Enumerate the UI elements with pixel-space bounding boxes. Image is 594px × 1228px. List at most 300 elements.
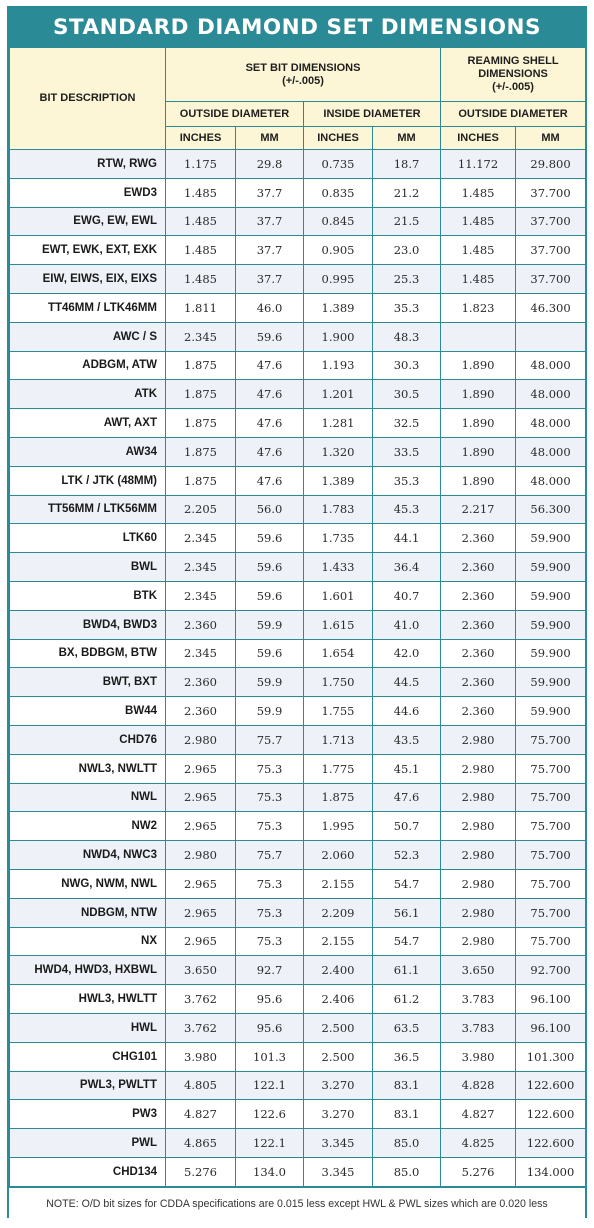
reaming-mm-cell: 75.700	[516, 869, 586, 898]
table-row	[10, 841, 586, 870]
id-mm-cell: 35.3	[373, 293, 441, 322]
od-inches-cell: 2.345	[166, 553, 236, 582]
bit-description-cell: BTK	[10, 581, 166, 610]
id-mm-cell: 45.1	[373, 754, 441, 783]
footnote: NOTE: O/D bit sizes for CDDA specifications are 0.015 less except HWL & PWL sizes which are 0.020 less	[9, 1187, 585, 1220]
id-inches-cell: 2.209	[304, 898, 373, 927]
reaming-mm-cell: 75.700	[516, 783, 586, 812]
id-mm-cell: 21.2	[373, 178, 441, 207]
table-row	[10, 293, 586, 322]
id-inches-cell: 0.905	[304, 236, 373, 265]
bit-description-cell: CHD134	[10, 1157, 166, 1186]
reaming-inches-cell: 1.485	[441, 265, 516, 294]
od-mm-cell: 37.7	[236, 236, 304, 265]
bit-description-cell: NWD4, NWC3	[10, 841, 166, 870]
id-mm-cell: 32.5	[373, 409, 441, 438]
od-mm-cell: 75.3	[236, 927, 304, 956]
id-inches-cell: 2.500	[304, 1042, 373, 1071]
reaming-inches-cell: 2.360	[441, 553, 516, 582]
od-mm-cell: 37.7	[236, 207, 304, 236]
table-row	[10, 927, 586, 956]
id-inches-cell: 0.845	[304, 207, 373, 236]
id-inches-cell: 1.750	[304, 668, 373, 697]
od-inches-cell: 2.345	[166, 524, 236, 553]
bit-description-cell: CHD76	[10, 725, 166, 754]
id-inches-header: INCHES	[304, 127, 373, 150]
id-inches-cell: 1.389	[304, 466, 373, 495]
table-row	[10, 639, 586, 668]
id-inches-cell: 3.345	[304, 1129, 373, 1158]
table-row	[10, 322, 586, 351]
od-mm-cell: 75.3	[236, 898, 304, 927]
bit-description-cell: NWL	[10, 783, 166, 812]
id-inches-cell: 0.835	[304, 178, 373, 207]
od-mm-cell: 122.1	[236, 1071, 304, 1100]
set-bit-header-line1: SET BIT DIMENSIONS	[245, 61, 361, 74]
reaming-mm-cell: 75.700	[516, 812, 586, 841]
table-row	[10, 1129, 586, 1158]
reaming-mm-cell: 59.900	[516, 553, 586, 582]
od-inches-cell: 1.875	[166, 466, 236, 495]
od-inches-cell: 4.827	[166, 1100, 236, 1129]
od-inches-cell: 2.345	[166, 322, 236, 351]
id-inches-cell: 1.900	[304, 322, 373, 351]
od-inches-cell: 1.875	[166, 409, 236, 438]
bit-description-cell: AWT, AXT	[10, 409, 166, 438]
reaming-inches-cell: 2.980	[441, 869, 516, 898]
bit-description-cell: NW2	[10, 812, 166, 841]
od-inches-cell: 2.360	[166, 697, 236, 726]
od-inches-cell: 4.865	[166, 1129, 236, 1158]
id-mm-cell: 50.7	[373, 812, 441, 841]
table-row	[10, 236, 586, 265]
bit-description-cell: EWG, EW, EWL	[10, 207, 166, 236]
id-inches-cell: 1.281	[304, 409, 373, 438]
id-inches-cell: 1.783	[304, 495, 373, 524]
od-inches-cell: 5.276	[166, 1157, 236, 1186]
od-inches-cell: 1.811	[166, 293, 236, 322]
bit-description-cell: CHG101	[10, 1042, 166, 1071]
reaming-inches-cell: 1.890	[441, 380, 516, 409]
id-mm-cell: 43.5	[373, 725, 441, 754]
id-inches-cell: 1.995	[304, 812, 373, 841]
od-mm-cell: 122.1	[236, 1129, 304, 1158]
bit-description-cell: NWL3, NWLTT	[10, 754, 166, 783]
reaming-inches-cell: 2.980	[441, 927, 516, 956]
id-mm-cell: 83.1	[373, 1071, 441, 1100]
bit-description-cell: PWL	[10, 1129, 166, 1158]
od-inches-cell: 2.345	[166, 639, 236, 668]
id-mm-header: MM	[373, 127, 441, 150]
id-inches-cell: 2.400	[304, 956, 373, 985]
reaming-mm-cell: 122.600	[516, 1129, 586, 1158]
reaming-mm-cell: 59.900	[516, 524, 586, 553]
dimensions-table	[9, 47, 586, 1187]
od-inches-cell: 1.875	[166, 351, 236, 380]
table-row	[10, 697, 586, 726]
reaming-inches-cell: 2.360	[441, 697, 516, 726]
table-row	[10, 1013, 586, 1042]
id-inches-cell: 1.433	[304, 553, 373, 582]
od-inches-cell: 2.360	[166, 668, 236, 697]
reaming-mm-cell: 37.700	[516, 207, 586, 236]
id-inches-cell: 1.875	[304, 783, 373, 812]
od-mm-cell: 46.0	[236, 293, 304, 322]
id-mm-cell: 40.7	[373, 581, 441, 610]
table-row	[10, 207, 586, 236]
reaming-outside-diameter-header: OUTSIDE DIAMETER	[441, 102, 586, 127]
reaming-inches-cell: 1.485	[441, 178, 516, 207]
set-bit-header-line2: (+/-.005)	[282, 74, 324, 87]
reaming-inches-cell: 2.980	[441, 754, 516, 783]
id-inches-cell: 1.654	[304, 639, 373, 668]
od-inches-cell: 1.485	[166, 178, 236, 207]
table-row	[10, 1042, 586, 1071]
table-row	[10, 553, 586, 582]
table-row	[10, 409, 586, 438]
bit-description-cell: TT46MM / LTK46MM	[10, 293, 166, 322]
id-inches-cell: 1.320	[304, 437, 373, 466]
reaming-inches-cell: 1.890	[441, 437, 516, 466]
reaming-mm-cell: 122.600	[516, 1100, 586, 1129]
bit-description-cell: RTW, RWG	[10, 150, 166, 179]
id-mm-cell: 30.3	[373, 351, 441, 380]
od-inches-cell: 2.205	[166, 495, 236, 524]
od-inches-cell: 1.485	[166, 265, 236, 294]
table-body	[10, 150, 586, 1187]
od-inches-cell: 1.485	[166, 236, 236, 265]
table-row	[10, 524, 586, 553]
id-mm-cell: 41.0	[373, 610, 441, 639]
reaming-inches-cell: 4.828	[441, 1071, 516, 1100]
reaming-inches-cell: 2.980	[441, 725, 516, 754]
od-mm-cell: 75.7	[236, 725, 304, 754]
reaming-inches-cell: 1.890	[441, 409, 516, 438]
reaming-mm-cell: 59.900	[516, 668, 586, 697]
od-mm-cell: 59.9	[236, 697, 304, 726]
bit-description-cell: EWD3	[10, 178, 166, 207]
od-mm-cell: 47.6	[236, 380, 304, 409]
id-mm-cell: 21.5	[373, 207, 441, 236]
table-row	[10, 466, 586, 495]
od-mm-cell: 101.3	[236, 1042, 304, 1071]
od-mm-cell: 29.8	[236, 150, 304, 179]
reaming-inches-cell: 1.485	[441, 207, 516, 236]
bit-description-cell: LTK / JTK (48MM)	[10, 466, 166, 495]
reaming-inches-cell: 1.890	[441, 351, 516, 380]
table-row	[10, 956, 586, 985]
od-inches-cell: 1.485	[166, 207, 236, 236]
od-inches-cell: 2.965	[166, 869, 236, 898]
reaming-inches-cell: 2.980	[441, 898, 516, 927]
reaming-mm-cell: 48.000	[516, 466, 586, 495]
id-mm-cell: 85.0	[373, 1157, 441, 1186]
reaming-mm-cell: 96.100	[516, 985, 586, 1014]
reaming-inches-cell: 3.980	[441, 1042, 516, 1071]
dimensions-table-frame	[7, 6, 587, 1218]
od-mm-cell: 75.3	[236, 754, 304, 783]
od-inches-cell: 1.175	[166, 150, 236, 179]
reaming-mm-cell: 29.800	[516, 150, 586, 179]
od-inches-cell: 1.875	[166, 437, 236, 466]
id-mm-cell: 36.5	[373, 1042, 441, 1071]
reaming-mm-cell: 75.700	[516, 841, 586, 870]
reaming-mm-cell: 75.700	[516, 898, 586, 927]
reaming-inches-cell: 2.980	[441, 783, 516, 812]
table-row	[10, 812, 586, 841]
bit-description-cell: AWC / S	[10, 322, 166, 351]
id-inches-cell: 1.615	[304, 610, 373, 639]
od-mm-cell: 95.6	[236, 985, 304, 1014]
reaming-inches-cell: 11.172	[441, 150, 516, 179]
bit-description-cell: NDBGM, NTW	[10, 898, 166, 927]
reaming-mm-cell: 75.700	[516, 927, 586, 956]
id-mm-cell: 54.7	[373, 869, 441, 898]
page-title: STANDARD DIAMOND SET DIMENSIONS	[9, 8, 585, 47]
table-row	[10, 783, 586, 812]
reaming-mm-cell: 56.300	[516, 495, 586, 524]
bit-description-cell: BW44	[10, 697, 166, 726]
reaming-inches-cell: 2.980	[441, 841, 516, 870]
table-row	[10, 725, 586, 754]
table-row	[10, 898, 586, 927]
table-row	[10, 1100, 586, 1129]
reaming-inches-cell: 2.360	[441, 524, 516, 553]
id-mm-cell: 45.3	[373, 495, 441, 524]
od-mm-cell: 47.6	[236, 466, 304, 495]
id-inches-cell: 2.155	[304, 927, 373, 956]
od-mm-cell: 59.9	[236, 668, 304, 697]
od-inches-cell: 2.965	[166, 754, 236, 783]
reaming-shell-header	[441, 48, 586, 102]
od-mm-cell: 75.3	[236, 869, 304, 898]
id-mm-cell: 61.1	[373, 956, 441, 985]
bit-description-cell: AW34	[10, 437, 166, 466]
od-inches-cell: 3.980	[166, 1042, 236, 1071]
bit-description-cell: HWL3, HWLTT	[10, 985, 166, 1014]
table-row	[10, 610, 586, 639]
reaming-mm-cell: 92.700	[516, 956, 586, 985]
od-inches-cell: 2.360	[166, 610, 236, 639]
od-inches-cell: 3.762	[166, 985, 236, 1014]
reaming-inches-cell: 2.360	[441, 581, 516, 610]
reaming-mm-cell: 59.900	[516, 581, 586, 610]
table-row	[10, 437, 586, 466]
table-row	[10, 668, 586, 697]
id-inches-cell: 1.193	[304, 351, 373, 380]
od-mm-cell: 122.6	[236, 1100, 304, 1129]
od-inches-cell: 2.345	[166, 581, 236, 610]
od-mm-cell: 59.6	[236, 639, 304, 668]
reaming-inches-cell: 3.783	[441, 1013, 516, 1042]
id-mm-cell: 23.0	[373, 236, 441, 265]
reaming-mm-cell: 122.600	[516, 1071, 586, 1100]
reaming-inches-cell: 5.276	[441, 1157, 516, 1186]
od-mm-cell: 59.6	[236, 581, 304, 610]
reaming-mm-cell: 48.000	[516, 409, 586, 438]
reaming-mm-cell: 48.000	[516, 380, 586, 409]
id-inches-cell: 1.389	[304, 293, 373, 322]
id-mm-cell: 47.6	[373, 783, 441, 812]
bit-description-cell: ATK	[10, 380, 166, 409]
table-row	[10, 1071, 586, 1100]
bit-description-cell: BWT, BXT	[10, 668, 166, 697]
reaming-inches-cell: 2.217	[441, 495, 516, 524]
bit-description-cell: EWT, EWK, EXT, EXK	[10, 236, 166, 265]
od-inches-cell: 2.980	[166, 725, 236, 754]
od-mm-cell: 75.3	[236, 812, 304, 841]
reaming-inches-cell: 2.360	[441, 668, 516, 697]
id-inches-cell: 1.201	[304, 380, 373, 409]
od-mm-cell: 56.0	[236, 495, 304, 524]
od-mm-cell: 134.0	[236, 1157, 304, 1186]
table-row	[10, 380, 586, 409]
reaming-mm-cell: 46.300	[516, 293, 586, 322]
reaming-header-line3: (+/-.005)	[492, 81, 534, 93]
reaming-inches-cell: 1.890	[441, 466, 516, 495]
reaming-inches-cell: 2.360	[441, 639, 516, 668]
id-inches-cell: 3.270	[304, 1071, 373, 1100]
id-mm-cell: 44.6	[373, 697, 441, 726]
reaming-inches-cell: 1.485	[441, 236, 516, 265]
id-inches-cell: 2.406	[304, 985, 373, 1014]
id-mm-cell: 44.5	[373, 668, 441, 697]
bit-description-cell: PWL3, PWLTT	[10, 1071, 166, 1100]
od-inches-cell: 2.965	[166, 898, 236, 927]
id-inches-cell: 2.155	[304, 869, 373, 898]
table-row	[10, 351, 586, 380]
od-mm-cell: 75.3	[236, 783, 304, 812]
id-mm-cell: 30.5	[373, 380, 441, 409]
bit-description-cell: NWG, NWM, NWL	[10, 869, 166, 898]
inside-diameter-header: INSIDE DIAMETER	[304, 102, 441, 127]
bit-description-cell: TT56MM / LTK56MM	[10, 495, 166, 524]
id-mm-cell: 36.4	[373, 553, 441, 582]
bit-description-cell: EIW, EIWS, EIX, EIXS	[10, 265, 166, 294]
table-row	[10, 581, 586, 610]
bit-description-cell: BX, BDBGM, BTW	[10, 639, 166, 668]
id-mm-cell: 33.5	[373, 437, 441, 466]
od-mm-cell: 59.6	[236, 553, 304, 582]
id-mm-cell: 48.3	[373, 322, 441, 351]
bit-description-cell: HWL	[10, 1013, 166, 1042]
reaming-inches-header: INCHES	[441, 127, 516, 150]
od-mm-cell: 59.6	[236, 322, 304, 351]
id-mm-cell: 83.1	[373, 1100, 441, 1129]
id-inches-cell: 3.345	[304, 1157, 373, 1186]
bit-description-cell: BWD4, BWD3	[10, 610, 166, 639]
outside-diameter-header: OUTSIDE DIAMETER	[166, 102, 304, 127]
id-inches-cell: 3.270	[304, 1100, 373, 1129]
reaming-inches-cell	[441, 322, 516, 351]
od-inches-cell: 2.965	[166, 812, 236, 841]
reaming-mm-cell: 37.700	[516, 265, 586, 294]
od-mm-cell: 47.6	[236, 409, 304, 438]
bit-description-cell: LTK60	[10, 524, 166, 553]
id-mm-cell: 35.3	[373, 466, 441, 495]
od-inches-cell: 3.762	[166, 1013, 236, 1042]
reaming-mm-cell: 48.000	[516, 351, 586, 380]
reaming-mm-cell: 48.000	[516, 437, 586, 466]
table-row	[10, 869, 586, 898]
od-mm-cell: 47.6	[236, 437, 304, 466]
reaming-mm-cell: 75.700	[516, 754, 586, 783]
bit-description-header: BIT DESCRIPTION	[10, 48, 166, 150]
od-mm-header: MM	[236, 127, 304, 150]
id-mm-cell: 42.0	[373, 639, 441, 668]
od-mm-cell: 37.7	[236, 178, 304, 207]
set-bit-dimensions-header	[166, 48, 441, 102]
id-inches-cell: 1.601	[304, 581, 373, 610]
id-mm-cell: 85.0	[373, 1129, 441, 1158]
id-inches-cell: 0.735	[304, 150, 373, 179]
reaming-inches-cell: 3.783	[441, 985, 516, 1014]
table-row	[10, 1157, 586, 1186]
reaming-mm-cell: 59.900	[516, 697, 586, 726]
reaming-mm-header: MM	[516, 127, 586, 150]
bit-description-cell: PW3	[10, 1100, 166, 1129]
table-row	[10, 265, 586, 294]
od-inches-cell: 2.965	[166, 783, 236, 812]
od-inches-cell: 2.965	[166, 927, 236, 956]
bit-description-cell: BWL	[10, 553, 166, 582]
id-mm-cell: 63.5	[373, 1013, 441, 1042]
id-mm-cell: 54.7	[373, 927, 441, 956]
reaming-mm-cell: 96.100	[516, 1013, 586, 1042]
id-inches-cell: 0.995	[304, 265, 373, 294]
table-row	[10, 150, 586, 179]
id-inches-cell: 2.500	[304, 1013, 373, 1042]
od-inches-cell: 1.875	[166, 380, 236, 409]
od-mm-cell: 47.6	[236, 351, 304, 380]
id-inches-cell: 1.755	[304, 697, 373, 726]
reaming-mm-cell: 59.900	[516, 639, 586, 668]
id-mm-cell: 18.7	[373, 150, 441, 179]
od-mm-cell: 95.6	[236, 1013, 304, 1042]
reaming-mm-cell: 59.900	[516, 610, 586, 639]
reaming-mm-cell: 75.700	[516, 725, 586, 754]
od-mm-cell: 92.7	[236, 956, 304, 985]
reaming-inches-cell: 4.825	[441, 1129, 516, 1158]
reaming-mm-cell: 37.700	[516, 178, 586, 207]
table-row	[10, 754, 586, 783]
od-inches-cell: 4.805	[166, 1071, 236, 1100]
id-mm-cell: 44.1	[373, 524, 441, 553]
reaming-mm-cell	[516, 322, 586, 351]
table-row	[10, 985, 586, 1014]
reaming-inches-cell: 4.827	[441, 1100, 516, 1129]
od-mm-cell: 59.9	[236, 610, 304, 639]
table-row	[10, 495, 586, 524]
id-mm-cell: 56.1	[373, 898, 441, 927]
od-mm-cell: 59.6	[236, 524, 304, 553]
id-mm-cell: 25.3	[373, 265, 441, 294]
table-row	[10, 178, 586, 207]
id-inches-cell: 2.060	[304, 841, 373, 870]
od-inches-cell: 2.980	[166, 841, 236, 870]
reaming-inches-cell: 2.980	[441, 812, 516, 841]
id-inches-cell: 1.713	[304, 725, 373, 754]
reaming-mm-cell: 37.700	[516, 236, 586, 265]
od-mm-cell: 75.7	[236, 841, 304, 870]
reaming-header-line2: DIMENSIONS	[478, 68, 548, 80]
od-inches-cell: 3.650	[166, 956, 236, 985]
reaming-inches-cell: 2.360	[441, 610, 516, 639]
bit-description-cell: NX	[10, 927, 166, 956]
id-mm-cell: 61.2	[373, 985, 441, 1014]
reaming-inches-cell: 1.823	[441, 293, 516, 322]
id-inches-cell: 1.775	[304, 754, 373, 783]
